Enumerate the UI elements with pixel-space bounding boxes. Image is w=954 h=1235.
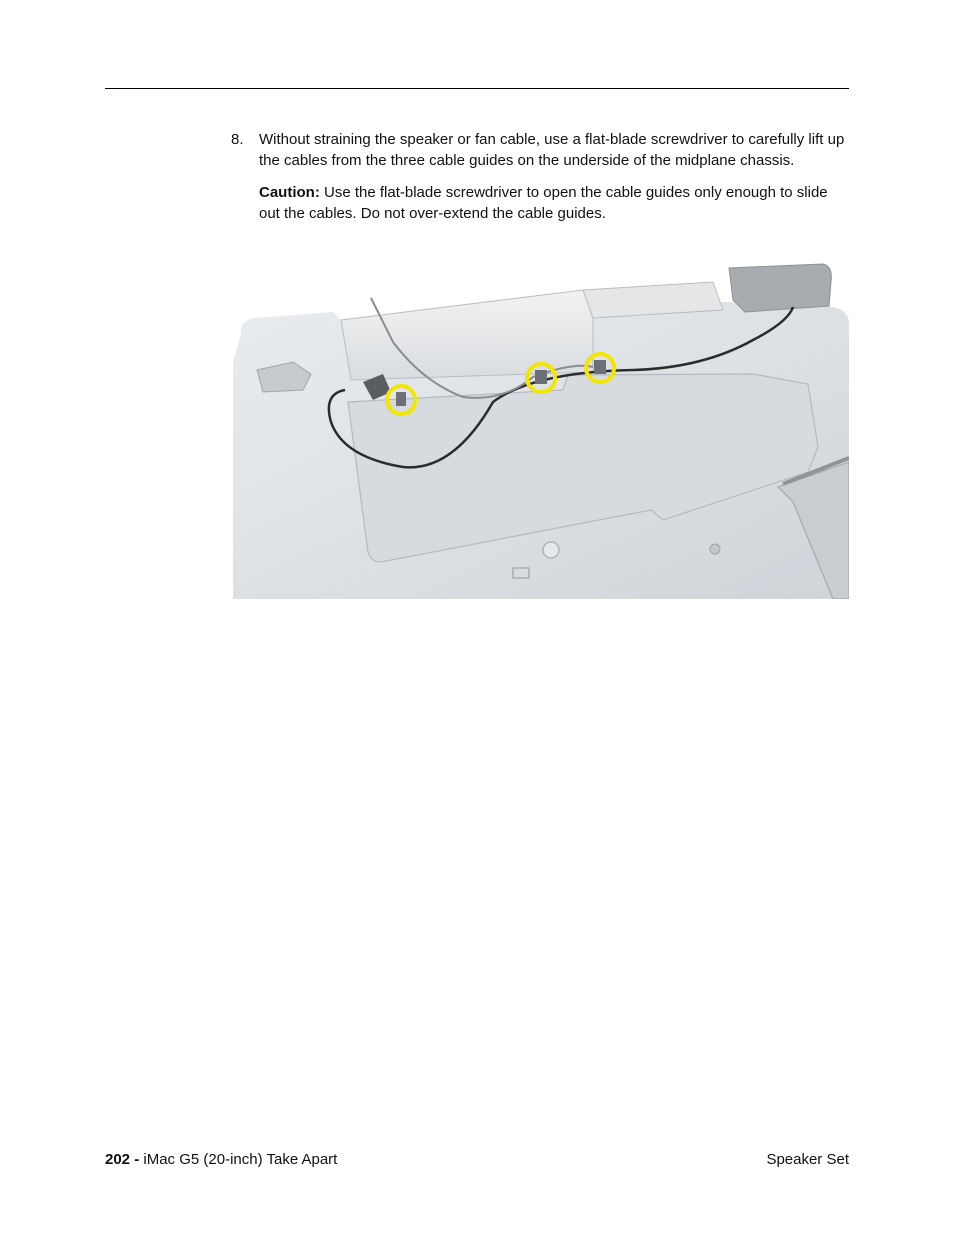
page-number: 202 - [105,1151,140,1168]
caution-label: Caution: [259,184,320,201]
document-title: iMac G5 (20-inch) Take Apart [143,1151,338,1168]
footer-section: Speaker Set [766,1151,849,1168]
midplane-chassis-photo [233,262,849,599]
step-text: Without straining the speaker or fan cable, use a flat-blade screwdriver to carefully lift up the cables from the three cable guides on the underside of the midplane chassis. [259,131,845,169]
caution-text: Use the flat-blade screwdriver to open the cable guides only enough to slide out the cables. Do not over-extend the cable guides. [259,184,828,222]
caution-note [259,182,849,224]
header-rule [105,88,849,89]
fan-housing [729,264,831,312]
footer-left [105,1150,337,1170]
step-number: 8. [231,131,244,148]
